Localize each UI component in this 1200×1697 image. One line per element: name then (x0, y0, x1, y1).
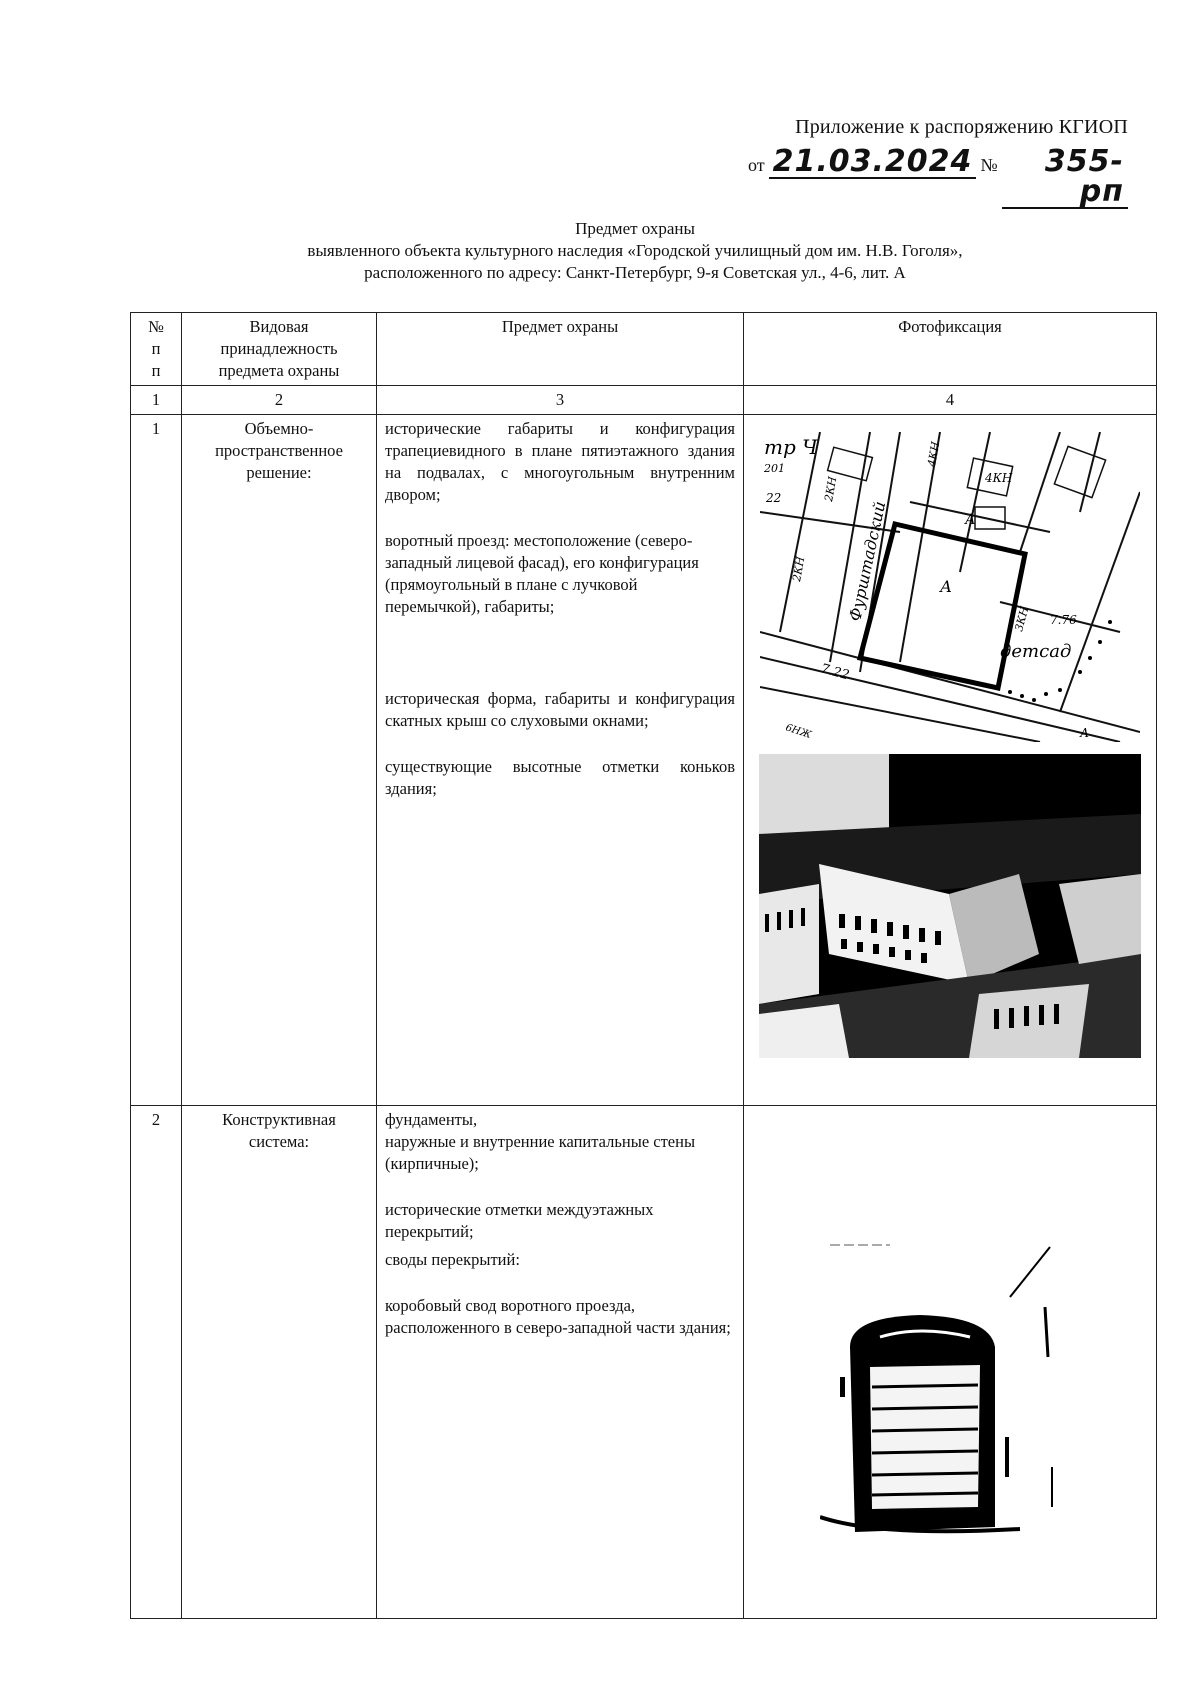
from-prefix: от (748, 155, 765, 175)
header-category: Видовая принадлежность предмета охраны (182, 313, 377, 386)
subject-item: существующие высотные отметки коньков здания; (385, 757, 735, 798)
column-number: 2 (182, 386, 377, 415)
title-line-3: расположенного по адресу: Санкт-Петербург, 9-я Советская ул., 4-6, лит. А (364, 263, 906, 282)
map-label-2kn-top: 2КН (822, 475, 840, 503)
column-numbers-row (131, 386, 1157, 415)
appendix-title: Приложение к распоряжению КГИОП (795, 116, 1128, 138)
map-label-kindergarten: детсад (1000, 641, 1072, 662)
header-photo: Фотофиксация (744, 313, 1157, 386)
subject-item: наружные и внутренние капитальные стены (кирпичные); (385, 1132, 696, 1173)
number-prefix: № (980, 155, 998, 175)
subject-item: исторические габариты и конфигурация трапециевидного в плане пятиэтажного здания на подвалах, с многоугольным внутренним двором; (385, 419, 735, 504)
row-category: Конструктивная система: (182, 1106, 377, 1619)
map-label-201: 201 (764, 462, 785, 475)
building-outline (860, 524, 1025, 688)
table-row (131, 1106, 1157, 1619)
order-number: 355-рп (1002, 147, 1128, 209)
order-date: 21.03.2024 (769, 147, 977, 179)
row-photos (744, 415, 1157, 1106)
title-line-2: выявленного объекта культурного наследия «Городской училищный дом им. Н.В. Гоголя», (307, 241, 963, 260)
row-subject (377, 415, 744, 1106)
subject-item: исторические отметки междуэтажных перекрытий; (385, 1200, 654, 1241)
header-subject: Предмет охраны (377, 313, 744, 386)
appendix-header (748, 116, 1128, 209)
map-label-a-top: А (965, 512, 976, 528)
subject-item: своды перекрытий: (385, 1250, 520, 1269)
map-label-bottom: 6НЖ (784, 722, 813, 741)
table-header-row (131, 313, 1157, 386)
subject-item: коробовый свод воротного проезда, расположенного в северо-западной части здания; (385, 1296, 731, 1337)
map-label-776: 7.76 (1050, 613, 1077, 627)
column-number: 4 (744, 386, 1157, 415)
map-label-street: Фурштадский (845, 499, 890, 623)
row-photos (744, 1106, 1157, 1619)
site-plan-map (760, 432, 1140, 742)
aerial-photo (759, 754, 1141, 1058)
column-number: 1 (131, 386, 182, 415)
subject-item: воротный проезд: местоположение (северо-западный лицевой фасад), его конфигурация (прямоугольный в плане с лучковой перемычкой), габариты; (385, 531, 699, 616)
order-line (748, 144, 1128, 209)
row-number: 2 (131, 1106, 182, 1619)
row-number: 1 (131, 415, 182, 1106)
title-line-1: Предмет охраны (575, 219, 695, 238)
map-label-4kn-side: 4КН (925, 440, 943, 468)
map-label-3kn: 3КН (1012, 605, 1032, 633)
map-label-722: 7.22 (818, 661, 851, 684)
map-label-2kn: 2КН (790, 555, 808, 583)
document-title (0, 218, 1200, 284)
map-label-4kn: 4КН (985, 471, 1013, 485)
map-label-a: А (940, 577, 953, 596)
row-category: Объемно-пространственное решение: (182, 415, 377, 1106)
row-subject (377, 1106, 744, 1619)
subject-item: фундаменты, (385, 1110, 478, 1129)
map-label-22: 22 (766, 491, 782, 505)
map-label-tr: тр Ч (764, 435, 818, 459)
subject-item: историческая форма, габариты и конфигурация скатных крыш со слуховыми окнами; (385, 689, 735, 730)
protection-table (130, 312, 1157, 1619)
map-label-a-corner: А (1080, 726, 1090, 740)
header-no: № п п (131, 313, 182, 386)
table-row (131, 415, 1157, 1106)
column-number: 3 (377, 386, 744, 415)
vault-arch-photo (820, 1237, 1080, 1537)
